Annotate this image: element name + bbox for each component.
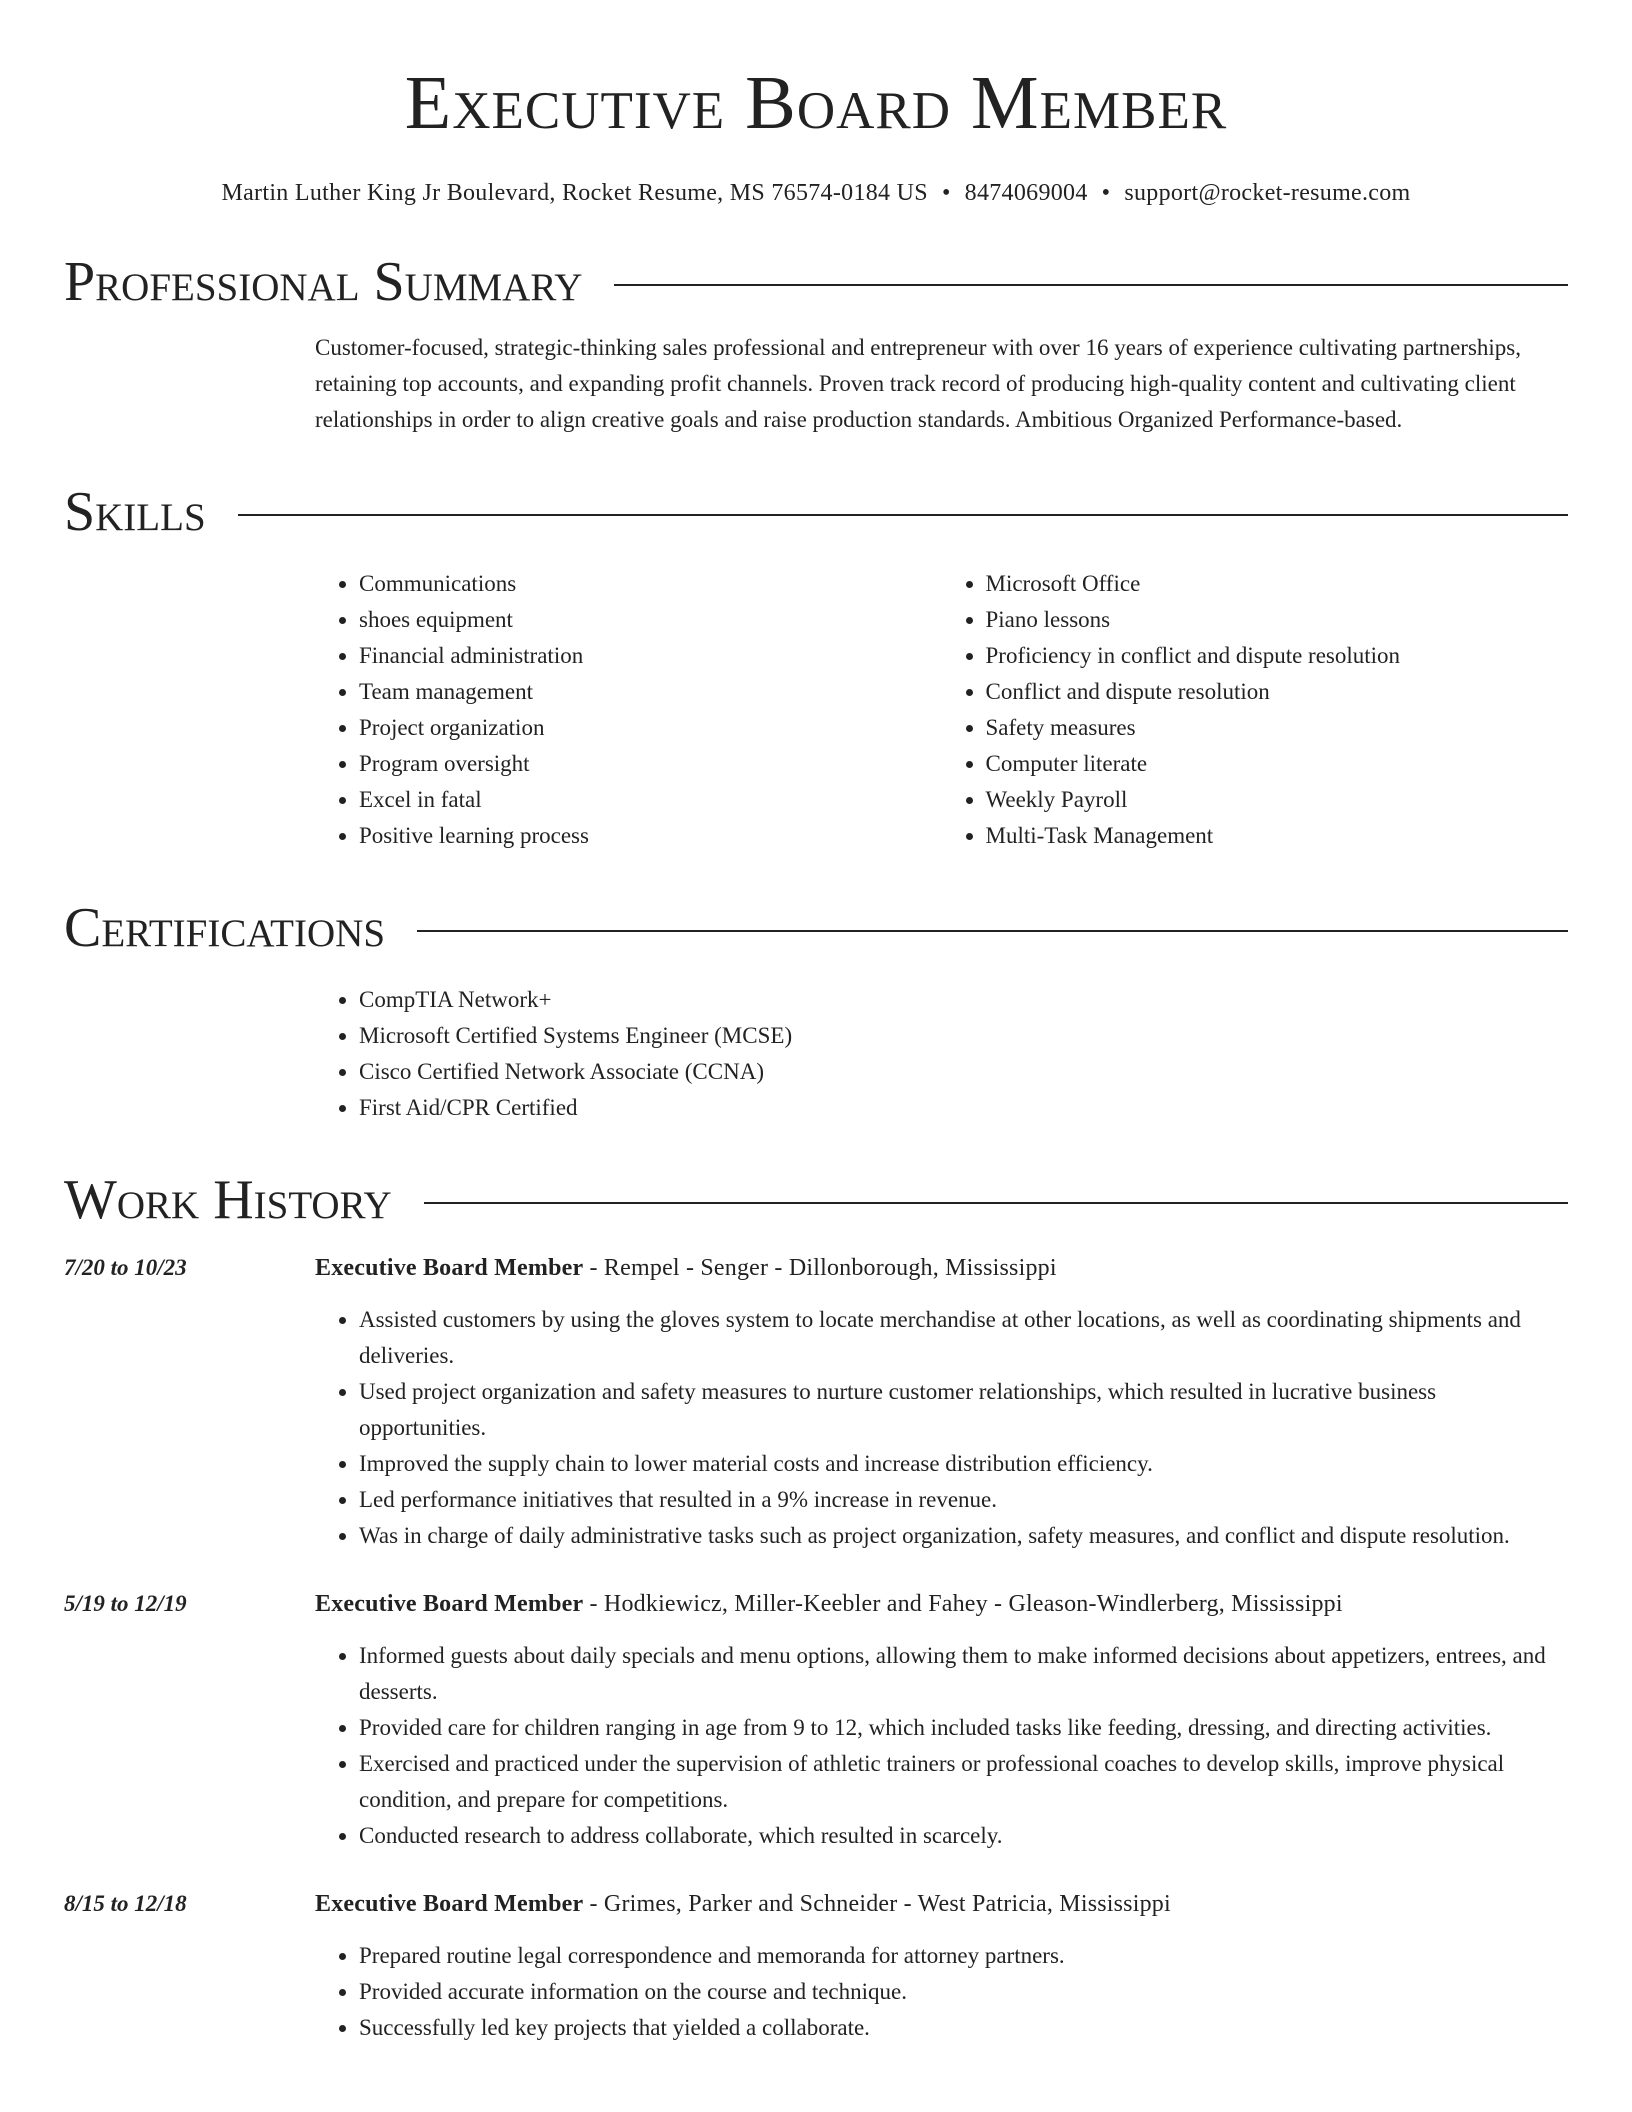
- job-title: Executive Board Member: [315, 1891, 584, 1917]
- certifications-section-header: [64, 898, 1568, 958]
- skill-item: • Project organization: [359, 710, 942, 746]
- contact-separator: •: [941, 180, 951, 206]
- skill-item: • Positive learning process: [359, 818, 942, 854]
- skill-item: • Communications: [359, 566, 942, 602]
- skill-item: • Safety measures: [986, 710, 1569, 746]
- job-body: [315, 1886, 1568, 2046]
- skill-item: • Conflict and dispute resolution: [986, 674, 1569, 710]
- skills-list-left: [315, 566, 942, 854]
- work-history-heading: Work History: [64, 1169, 392, 1231]
- job-bullet: • Assisted customers by using the gloves system to locate merchandise at other locations, as well as coordinating shipments and deliveries.: [359, 1302, 1568, 1374]
- job-bullets: [315, 1638, 1568, 1854]
- summary-section-header: [64, 252, 1568, 312]
- skills-columns: [315, 566, 1568, 854]
- job-bullets: [315, 1302, 1568, 1554]
- job-body: [315, 1250, 1568, 1554]
- skill-item: • Program oversight: [359, 746, 942, 782]
- job-title: Executive Board Member: [315, 1591, 584, 1617]
- section-divider: [614, 284, 1568, 286]
- certification-item: • CompTIA Network+: [359, 982, 1568, 1018]
- section-divider: [424, 1202, 1568, 1204]
- job-entry: [64, 1886, 1568, 2046]
- job-bullet: • Prepared routine legal correspondence and memoranda for attorney partners.: [359, 1938, 1568, 1974]
- job-entry: [64, 1586, 1568, 1854]
- job-employer: - Rempel - Senger - Dillonborough, Mississippi: [583, 1255, 1057, 1281]
- job-bullet: • Used project organization and safety measures to nurture customer relationships, which resulted in lucrative business opportunities.: [359, 1374, 1568, 1446]
- job-dates: 7/20 to 10/23: [64, 1255, 187, 1280]
- summary-heading: Professional Summary: [64, 251, 583, 313]
- skill-item: • Computer literate: [986, 746, 1569, 782]
- job-bullet: • Successfully led key projects that yielded a collaborate.: [359, 2010, 1568, 2046]
- job-employer: - Grimes, Parker and Schneider - West Patricia, Mississippi: [583, 1891, 1171, 1917]
- skill-item: • Excel in fatal: [359, 782, 942, 818]
- job-employer: - Hodkiewicz, Miller-Keebler and Fahey - Gleason-Windlerberg, Mississippi: [583, 1591, 1343, 1617]
- skill-item: • Multi-Task Management: [986, 818, 1569, 854]
- certifications-heading: Certifications: [64, 897, 386, 959]
- job-body: [315, 1586, 1568, 1854]
- job-title-line: [315, 1886, 1568, 1922]
- skill-item: • Financial administration: [359, 638, 942, 674]
- job-dates: 5/19 to 12/19: [64, 1591, 187, 1616]
- job-bullet: • Led performance initiatives that resulted in a 9% increase in revenue.: [359, 1482, 1568, 1518]
- skill-item: • Weekly Payroll: [986, 782, 1569, 818]
- candidate-name: Executive Board Member: [404, 61, 1228, 145]
- skills-heading: Skills: [64, 481, 206, 543]
- job-bullet: • Provided accurate information on the course and technique.: [359, 1974, 1568, 2010]
- job-entry: [64, 1250, 1568, 1554]
- job-bullet: • Informed guests about daily specials and menu options, allowing them to make informed decisions about appetizers, entrees, and desserts.: [359, 1638, 1568, 1710]
- contact-email: support@rocket-resume.com: [1124, 180, 1411, 206]
- contact-separator: •: [1101, 180, 1111, 206]
- job-bullet: • Improved the supply chain to lower material costs and increase distribution efficiency.: [359, 1446, 1568, 1482]
- job-dates: 8/15 to 12/18: [64, 1891, 187, 1916]
- job-bullet: • Provided care for children ranging in age from 9 to 12, which included tasks like feeding, dressing, and directing activities.: [359, 1710, 1568, 1746]
- skills-list-right: [942, 566, 1569, 854]
- certifications-block: [315, 982, 1568, 1126]
- certifications-list: [315, 982, 1568, 1126]
- contact-line: [64, 178, 1568, 208]
- job-title-line: [315, 1250, 1568, 1286]
- skills-section-header: [64, 482, 1568, 542]
- contact-address: Martin Luther King Jr Boulevard, Rocket Resume, MS 76574-0184 US: [221, 180, 928, 206]
- certification-item: • Microsoft Certified Systems Engineer (MCSE): [359, 1018, 1568, 1054]
- work-history-section-header: [64, 1170, 1568, 1230]
- skill-item: • shoes equipment: [359, 602, 942, 638]
- skill-item: • Proficiency in conflict and dispute resolution: [986, 638, 1569, 674]
- job-bullet: • Was in charge of daily administrative tasks such as project organization, safety measures, and conflict and dispute resolution.: [359, 1518, 1568, 1554]
- job-title-line: [315, 1586, 1568, 1622]
- contact-phone: 8474069004: [964, 180, 1088, 206]
- skill-item: • Microsoft Office: [986, 566, 1569, 602]
- certification-item: • First Aid/CPR Certified: [359, 1090, 1568, 1126]
- section-divider: [417, 930, 1568, 932]
- skill-item: • Piano lessons: [986, 602, 1569, 638]
- section-divider: [238, 514, 1568, 516]
- job-title: Executive Board Member: [315, 1255, 584, 1281]
- certification-item: • Cisco Certified Network Associate (CCNA): [359, 1054, 1568, 1090]
- job-bullets: [315, 1938, 1568, 2046]
- skill-item: • Team management: [359, 674, 942, 710]
- job-bullet: • Exercised and practiced under the supervision of athletic trainers or professional coaches to develop skills, improve physical condition, and prepare for competitions.: [359, 1746, 1568, 1818]
- summary-text: Customer-focused, strategic-thinking sales professional and entrepreneur with over 16 years of experience cultivating partnerships, retaining top accounts, and expanding profit channels. Proven track record of producing high-quality content and cultivating client relationships in order to align creative goals and raise production standards. Ambitious Organized Performance-based.: [315, 335, 1522, 432]
- job-bullet: • Conducted research to address collaborate, which resulted in scarcely.: [359, 1818, 1568, 1854]
